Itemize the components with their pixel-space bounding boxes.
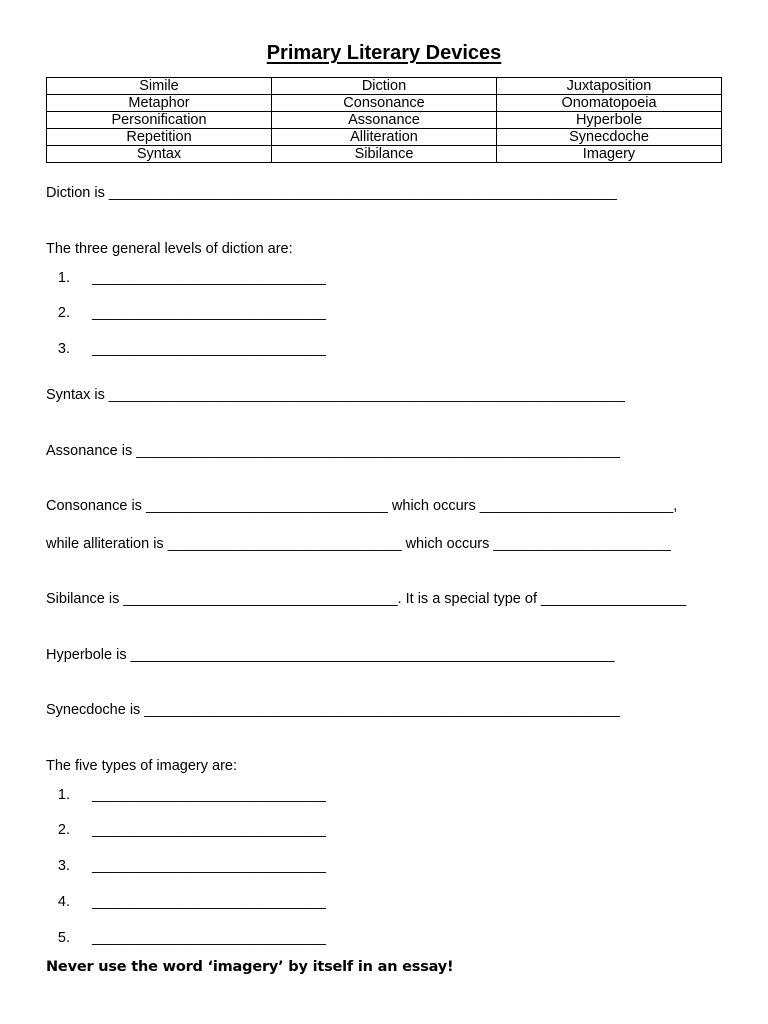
table-cell: Synecdoche [497,129,722,146]
item-number: 1. [57,787,70,803]
answer-blank: _____________________________ [92,341,326,357]
table-cell: Diction [272,78,497,95]
table-cell: Repetition [47,129,272,146]
imagery-type-item [46,894,326,910]
item-number: 4. [57,894,70,910]
imagery-type-item [46,822,326,838]
table-cell: Onomatopoeia [497,95,722,112]
alliteration-prompt: while alliteration is _____________________________ which occurs ______________________ [46,536,671,552]
answer-blank: _____________________________ [92,894,326,910]
answer-blank: _____________________________ [92,787,326,803]
table-cell: Imagery [497,146,722,163]
table-cell: Assonance [272,112,497,129]
hyperbole-prompt: Hyperbole is ____________________________________________________________ [46,647,615,663]
item-number: 5. [57,930,70,946]
table-cell: Consonance [272,95,497,112]
imagery-warning: Never use the word ‘imagery’ by itself in an essay! [46,959,454,975]
synecdoche-prompt: Synecdoche is ___________________________________________________________ [46,702,621,718]
answer-blank: _____________________________ [92,305,326,321]
diction-level-item [46,305,326,321]
diction-level-item [46,341,326,357]
table-row [47,146,722,163]
imagery-type-item [46,930,326,946]
table-row [47,78,722,95]
answer-blank: _____________________________ [92,858,326,874]
diction-level-item [46,270,326,286]
item-number: 2. [57,305,70,321]
diction-levels-intro: The three general levels of diction are: [46,241,293,257]
item-number: 3. [57,858,70,874]
table-cell: Juxtaposition [497,78,722,95]
answer-blank: _____________________________ [92,270,326,286]
sibilance-prompt: Sibilance is __________________________________. It is a special type of __________________ [46,591,687,607]
assonance-prompt: Assonance is ____________________________________________________________ [46,443,621,459]
consonance-prompt: Consonance is ______________________________ which occurs ________________________, [46,498,678,514]
item-number: 1. [57,270,70,286]
diction-prompt: Diction is _______________________________________________________________ [46,185,617,201]
table-cell: Syntax [47,146,272,163]
imagery-intro: The five types of imagery are: [46,758,237,774]
item-number: 2. [57,822,70,838]
table-cell: Alliteration [272,129,497,146]
table-cell: Metaphor [47,95,272,112]
answer-blank: _____________________________ [92,930,326,946]
table-cell: Simile [47,78,272,95]
imagery-type-item [46,858,326,874]
table-row [47,112,722,129]
page-title: Primary Literary Devices [266,42,502,64]
table-cell: Sibilance [272,146,497,163]
table-row [47,95,722,112]
literary-devices-table [46,77,722,163]
table-cell: Personification [47,112,272,129]
imagery-type-item [46,787,326,803]
syntax-prompt: Syntax is ________________________________________________________________ [46,387,625,403]
table-row [47,129,722,146]
table-cell: Hyperbole [497,112,722,129]
item-number: 3. [57,341,70,357]
answer-blank: _____________________________ [92,822,326,838]
